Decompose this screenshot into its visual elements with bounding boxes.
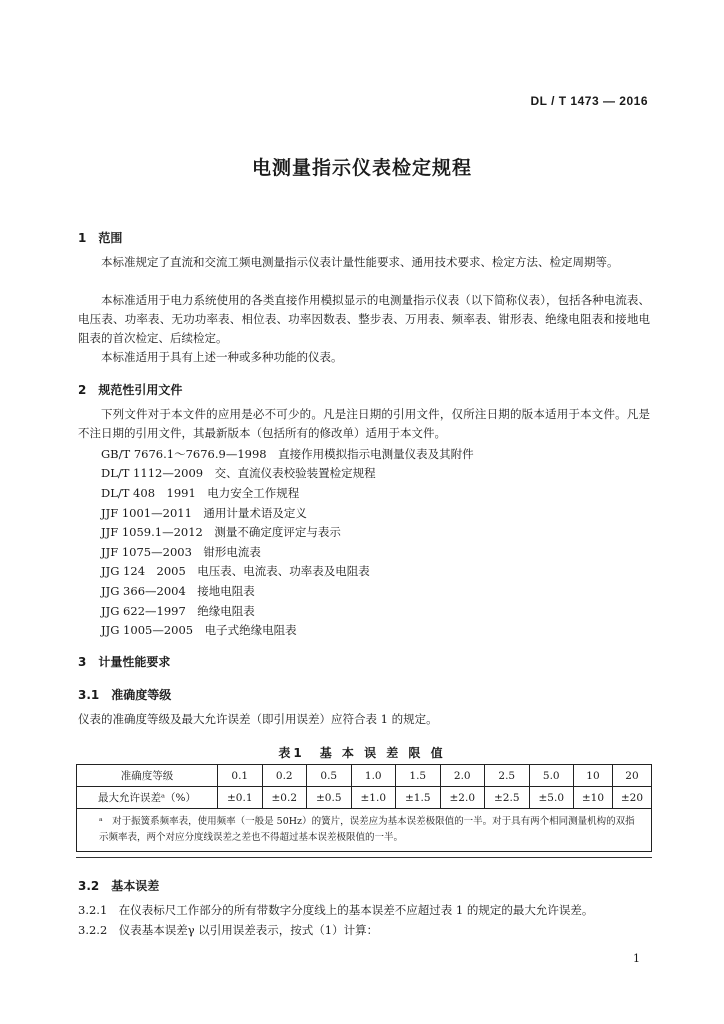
table-cell: 2.5 <box>485 765 530 787</box>
table-cell: ±0.5 <box>307 787 352 809</box>
section-3-1-text: 仪表的准确度等级及最大允许误差（即引用误差）应符合表 1 的规定。 <box>78 712 438 726</box>
section-1-para-3: 本标准适用于具有上述一种或多种功能的仪表。 <box>101 350 343 364</box>
table-row <box>77 765 652 787</box>
table-cell: ±2.5 <box>485 787 530 809</box>
table-cell: 准确度等级 <box>77 765 218 787</box>
table-cell: ±0.2 <box>262 787 307 809</box>
error-limit-table <box>76 764 652 852</box>
reference-item: DL/T 408 1991 电力安全工作规程 <box>101 486 300 500</box>
table-cell: ±1.5 <box>396 787 441 809</box>
table-row <box>77 787 652 809</box>
reference-item: JJF 1059.1—2012 测量不确定度评定与表示 <box>101 525 341 539</box>
table-cell: ±10 <box>574 787 613 809</box>
reference-item: JJF 1001—2011 通用计量术语及定义 <box>101 506 307 520</box>
table-cell: ±0.1 <box>218 787 263 809</box>
table-cell: 5.0 <box>529 765 574 787</box>
reference-item: JJG 366—2004 接地电阻表 <box>101 584 255 598</box>
section-3-2-heading: 3.2 基本误差 <box>78 879 160 893</box>
reference-item: JJG 622—1997 绝缘电阻表 <box>101 604 255 618</box>
section-2-heading: 2 规范性引用文件 <box>78 383 183 397</box>
reference-item: JJG 124 2005 电压表、电流表、功率表及电阻表 <box>101 564 370 578</box>
section-1-para-1: 本标准规定了直流和交流工频电测量指示仪表计量性能要求、通用技术要求、检定方法、检定周期等。 <box>101 255 619 269</box>
reference-item: JJG 1005—2005 电子式绝缘电阻表 <box>101 623 297 637</box>
clause-3-2-2: 3.2.2 仪表基本误差γ 以引用误差表示，按式（1）计算： <box>78 923 379 937</box>
clause-3-2-1: 3.2.1 在仪表标尺工作部分的所有带数字分度线上的基本误差不应超过表 1 的规定的最大允许误差。 <box>78 903 594 917</box>
table-cell: ±2.0 <box>440 787 485 809</box>
reference-item: GB/T 7676.1～7676.9—1998 直接作用模拟指示电测量仪表及其附件 <box>101 447 474 461</box>
section-3-1-heading: 3.1 准确度等级 <box>78 688 172 702</box>
section-1-heading: 1 范围 <box>78 231 123 245</box>
section-2-para-1: 下列文件对于本文件的应用是必不可少的。凡是注日期的引用文件，仅所注日期的版本适用于本文件。凡是不注日期的引用文件，其最新版本（包括所有的修改单）适用于本文件。 <box>78 407 650 440</box>
reference-item: JJF 1075—2003 钳形电流表 <box>101 545 261 559</box>
divider <box>76 857 652 858</box>
document-title: 电测量指示仪表检定规程 <box>251 157 472 179</box>
table-cell: ±20 <box>612 787 651 809</box>
table-cell: 20 <box>612 765 651 787</box>
table-cell: 0.5 <box>307 765 352 787</box>
section-3-heading: 3 计量性能要求 <box>78 655 171 669</box>
document-code: DL / T 1473 — 2016 <box>530 94 648 108</box>
table-cell: 1.0 <box>351 765 396 787</box>
table-cell: 最大允许误差ᵃ（%） <box>77 787 218 809</box>
table-cell: ±1.0 <box>351 787 396 809</box>
page-number: 1 <box>633 952 640 965</box>
table-cell: ±5.0 <box>529 787 574 809</box>
table-cell: 0.2 <box>262 765 307 787</box>
table-row <box>77 809 652 852</box>
table-cell: 1.5 <box>396 765 441 787</box>
table-footnote: ᵃ 对于振簧系频率表，使用频率（一般是 50Hz）的簧片，误差应为基本误差极限值的一半。对于具有两个相同测量机构的双指示频率表，两个对应分度线误差之差也不得超过基本误差极限值的一半。 <box>77 809 652 852</box>
table-cell: 0.1 <box>218 765 263 787</box>
table-caption: 表1 基 本 误 差 限 值 <box>278 746 446 760</box>
table-cell: 2.0 <box>440 765 485 787</box>
table-cell: 10 <box>574 765 613 787</box>
reference-item: DL/T 1112—2009 交、直流仪表校验装置检定规程 <box>101 466 376 480</box>
section-1-para-2: 本标准适用于电力系统使用的各类直接作用模拟显示的电测量指示仪表（以下简称仪表），包括各种电流表、电压表、功率表、无功功率表、相位表、功率因数表、整步表、万用表、频率表、钳形表、绝缘电阻表和接地电阻表的首次检定、后续检定。 <box>78 293 650 345</box>
